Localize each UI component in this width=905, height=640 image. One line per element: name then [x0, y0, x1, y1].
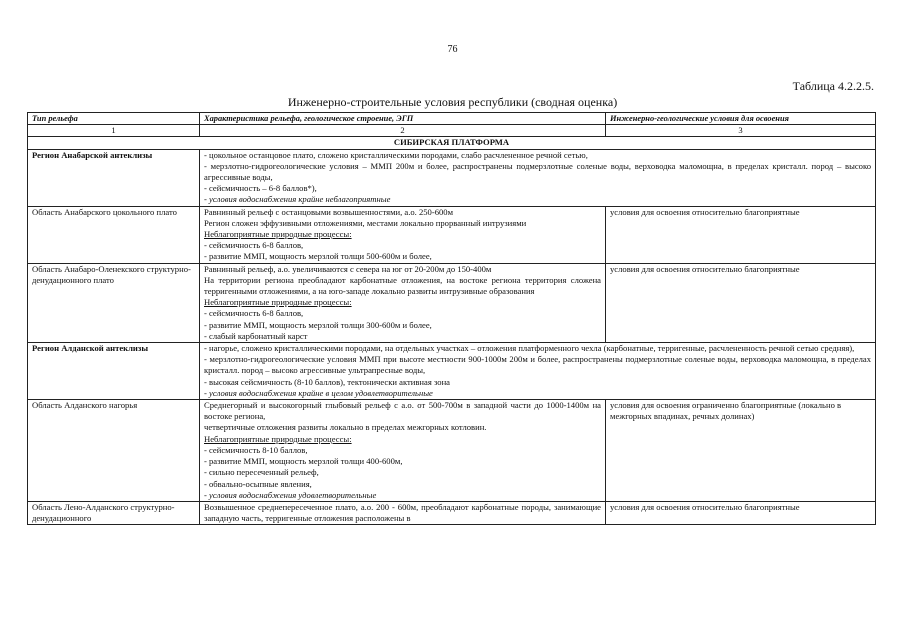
characteristics-cell: [200, 343, 876, 400]
table-label: Таблица 4.2.2.5.: [792, 79, 874, 93]
hazards-heading: Неблагоприятные природные процессы:: [204, 433, 352, 444]
table-row: [28, 343, 876, 400]
characteristics-cell: [200, 400, 606, 502]
header-characteristics: Характеристика рельефа, геологическое строение, ЭГП: [200, 113, 606, 125]
column-number: 1: [28, 125, 200, 137]
characteristic-line: - условия водоснабжения крайне неблагоприятные: [204, 194, 391, 205]
region-name: Регион Алданской антеклизы: [28, 343, 200, 400]
characteristic-line: - сейсмичность 6-8 баллов,: [204, 240, 304, 251]
characteristic-line: Возвышенное среднепересеченное плато, а.о. 200 - 600м, преобладают карбонатные породы, занимающие западную часть, терригенные отложения расположены в: [204, 501, 601, 524]
area-name: Область Лено-Алданского структурно-денудационного: [28, 501, 200, 524]
header-conditions: Инженерно-геологические условия для освоения: [606, 113, 876, 125]
column-number: 2: [200, 125, 606, 137]
header-row: [28, 113, 876, 125]
area-name: Область Алданского нагорья: [28, 400, 200, 502]
characteristic-line: - условия водоснабжения удовлетворительные: [204, 489, 377, 500]
table-row: [28, 263, 876, 342]
characteristic-line: - нагорье, сложено кристаллическими породами, на отдельных участках – отложения платформенного чехла (карбонатные, терригенные, расчлененность речной сетью средняя),: [204, 343, 855, 354]
characteristics-cell: [200, 206, 606, 263]
table-row: [28, 206, 876, 263]
characteristic-line: - развитие ММП, мощность мерзлой толщи 500-600м и более,: [204, 251, 432, 262]
characteristic-line: - высокая сейсмичность (8-10 баллов), тектонически активная зона: [204, 376, 450, 387]
characteristic-line: - обвально-осыпные явления,: [204, 478, 312, 489]
section-row: [28, 137, 876, 149]
characteristic-line: - сейсмичность 8-10 баллов,: [204, 444, 308, 455]
characteristic-line: - сильно пересеченный рельеф,: [204, 467, 319, 478]
hazards-heading: Неблагоприятные природные процессы:: [204, 229, 352, 240]
characteristic-line: - сейсмичность – 6-8 баллов*),: [204, 183, 317, 194]
conditions-cell: условия для освоения ограниченно благоприятные (локально в межгорных впадинах, речных долинах): [606, 400, 876, 502]
table-title: Инженерно-строительные условия республики (сводная оценка): [287, 95, 618, 109]
characteristic-line: - сейсмичность 6-8 баллов,: [204, 308, 304, 319]
characteristic-line: - мерзлотно-гидрогеологические условия ММП при высоте местности 900-1000м 200м и более, распространены подмерзлотные соленые воды, верховодка маломощна, в пределах кристалл. пород – высоко агрессивные ультрапресные воды,: [204, 354, 871, 376]
conditions-cell: условия для освоения относительно благоприятные: [606, 206, 876, 263]
table-row: [28, 501, 876, 524]
characteristic-line: - слабый карбонатный карст: [204, 330, 308, 341]
characteristic-line: Равнинный рельеф, а.о. увеличиваются с севера на юг от 20-200м до 150-400м: [204, 263, 492, 274]
characteristic-line: - условия водоснабжения крайне в целом удовлетворительные: [204, 387, 433, 398]
characteristics-cell: [200, 501, 606, 524]
column-number-row: [28, 125, 876, 137]
characteristics-cell: [200, 263, 606, 342]
section-title: СИБИРСКАЯ ПЛАТФОРМА: [28, 137, 876, 149]
assessment-table: [27, 112, 876, 525]
characteristic-line: Регион сложен эффузивными отложениями, местами локально прорванный интрузиями: [204, 217, 527, 228]
characteristics-cell: [200, 149, 876, 206]
conditions-cell: условия для освоения относительно благоприятные: [606, 263, 876, 342]
area-name: Область Анабаро-Оленекского структурно-денудационного плато: [28, 263, 200, 342]
page-number: 76: [447, 44, 458, 55]
characteristic-line: - развитие ММП, мощность мерзлой толщи 400-600м,: [204, 456, 403, 467]
characteristic-line: Среднегорный и высокогорный глыбовый рельеф с а.о. от 500-700м в западной части до 1000-1400м на востоке региона,: [204, 400, 601, 422]
characteristic-line: - цокольное останцовое плато, сложено кристаллическими породами, слабо расчлененное речной сетью,: [204, 149, 588, 160]
header-relief-type: Тип рельефа: [28, 113, 200, 125]
table-row: [28, 400, 876, 502]
characteristic-line: четвертичные отложения развиты локально в пределах межгорных котловин.: [204, 422, 487, 433]
conditions-cell: условия для освоения относительно благоприятные: [606, 501, 876, 524]
characteristic-line: Равнинный рельеф с останцовыми возвышенностями, а.о. 250-600м: [204, 206, 454, 217]
column-number: 3: [606, 125, 876, 137]
area-name: Область Анабарского цокольного плато: [28, 206, 200, 263]
characteristic-line: - мерзлотно-гидрогеологические условия – ММП 200м и более, распространены подмерзлотные соленые воды, верховодка маломощна, в пределах кристалл. пород – высоко агрессивные воды,: [204, 160, 871, 183]
characteristic-line: - развитие ММП, мощность мерзлой толщи 300-600м и более,: [204, 319, 432, 330]
region-name: Регион Анабарской антеклизы: [28, 149, 200, 206]
hazards-heading: Неблагоприятные природные процессы:: [204, 297, 352, 308]
characteristic-line: На территории региона преобладают карбонатные отложения, на востоке региона территория сложена терригенными отложениями, а на юго-западе локально развиты интрузивные образования: [204, 274, 601, 297]
table-row: [28, 149, 876, 206]
